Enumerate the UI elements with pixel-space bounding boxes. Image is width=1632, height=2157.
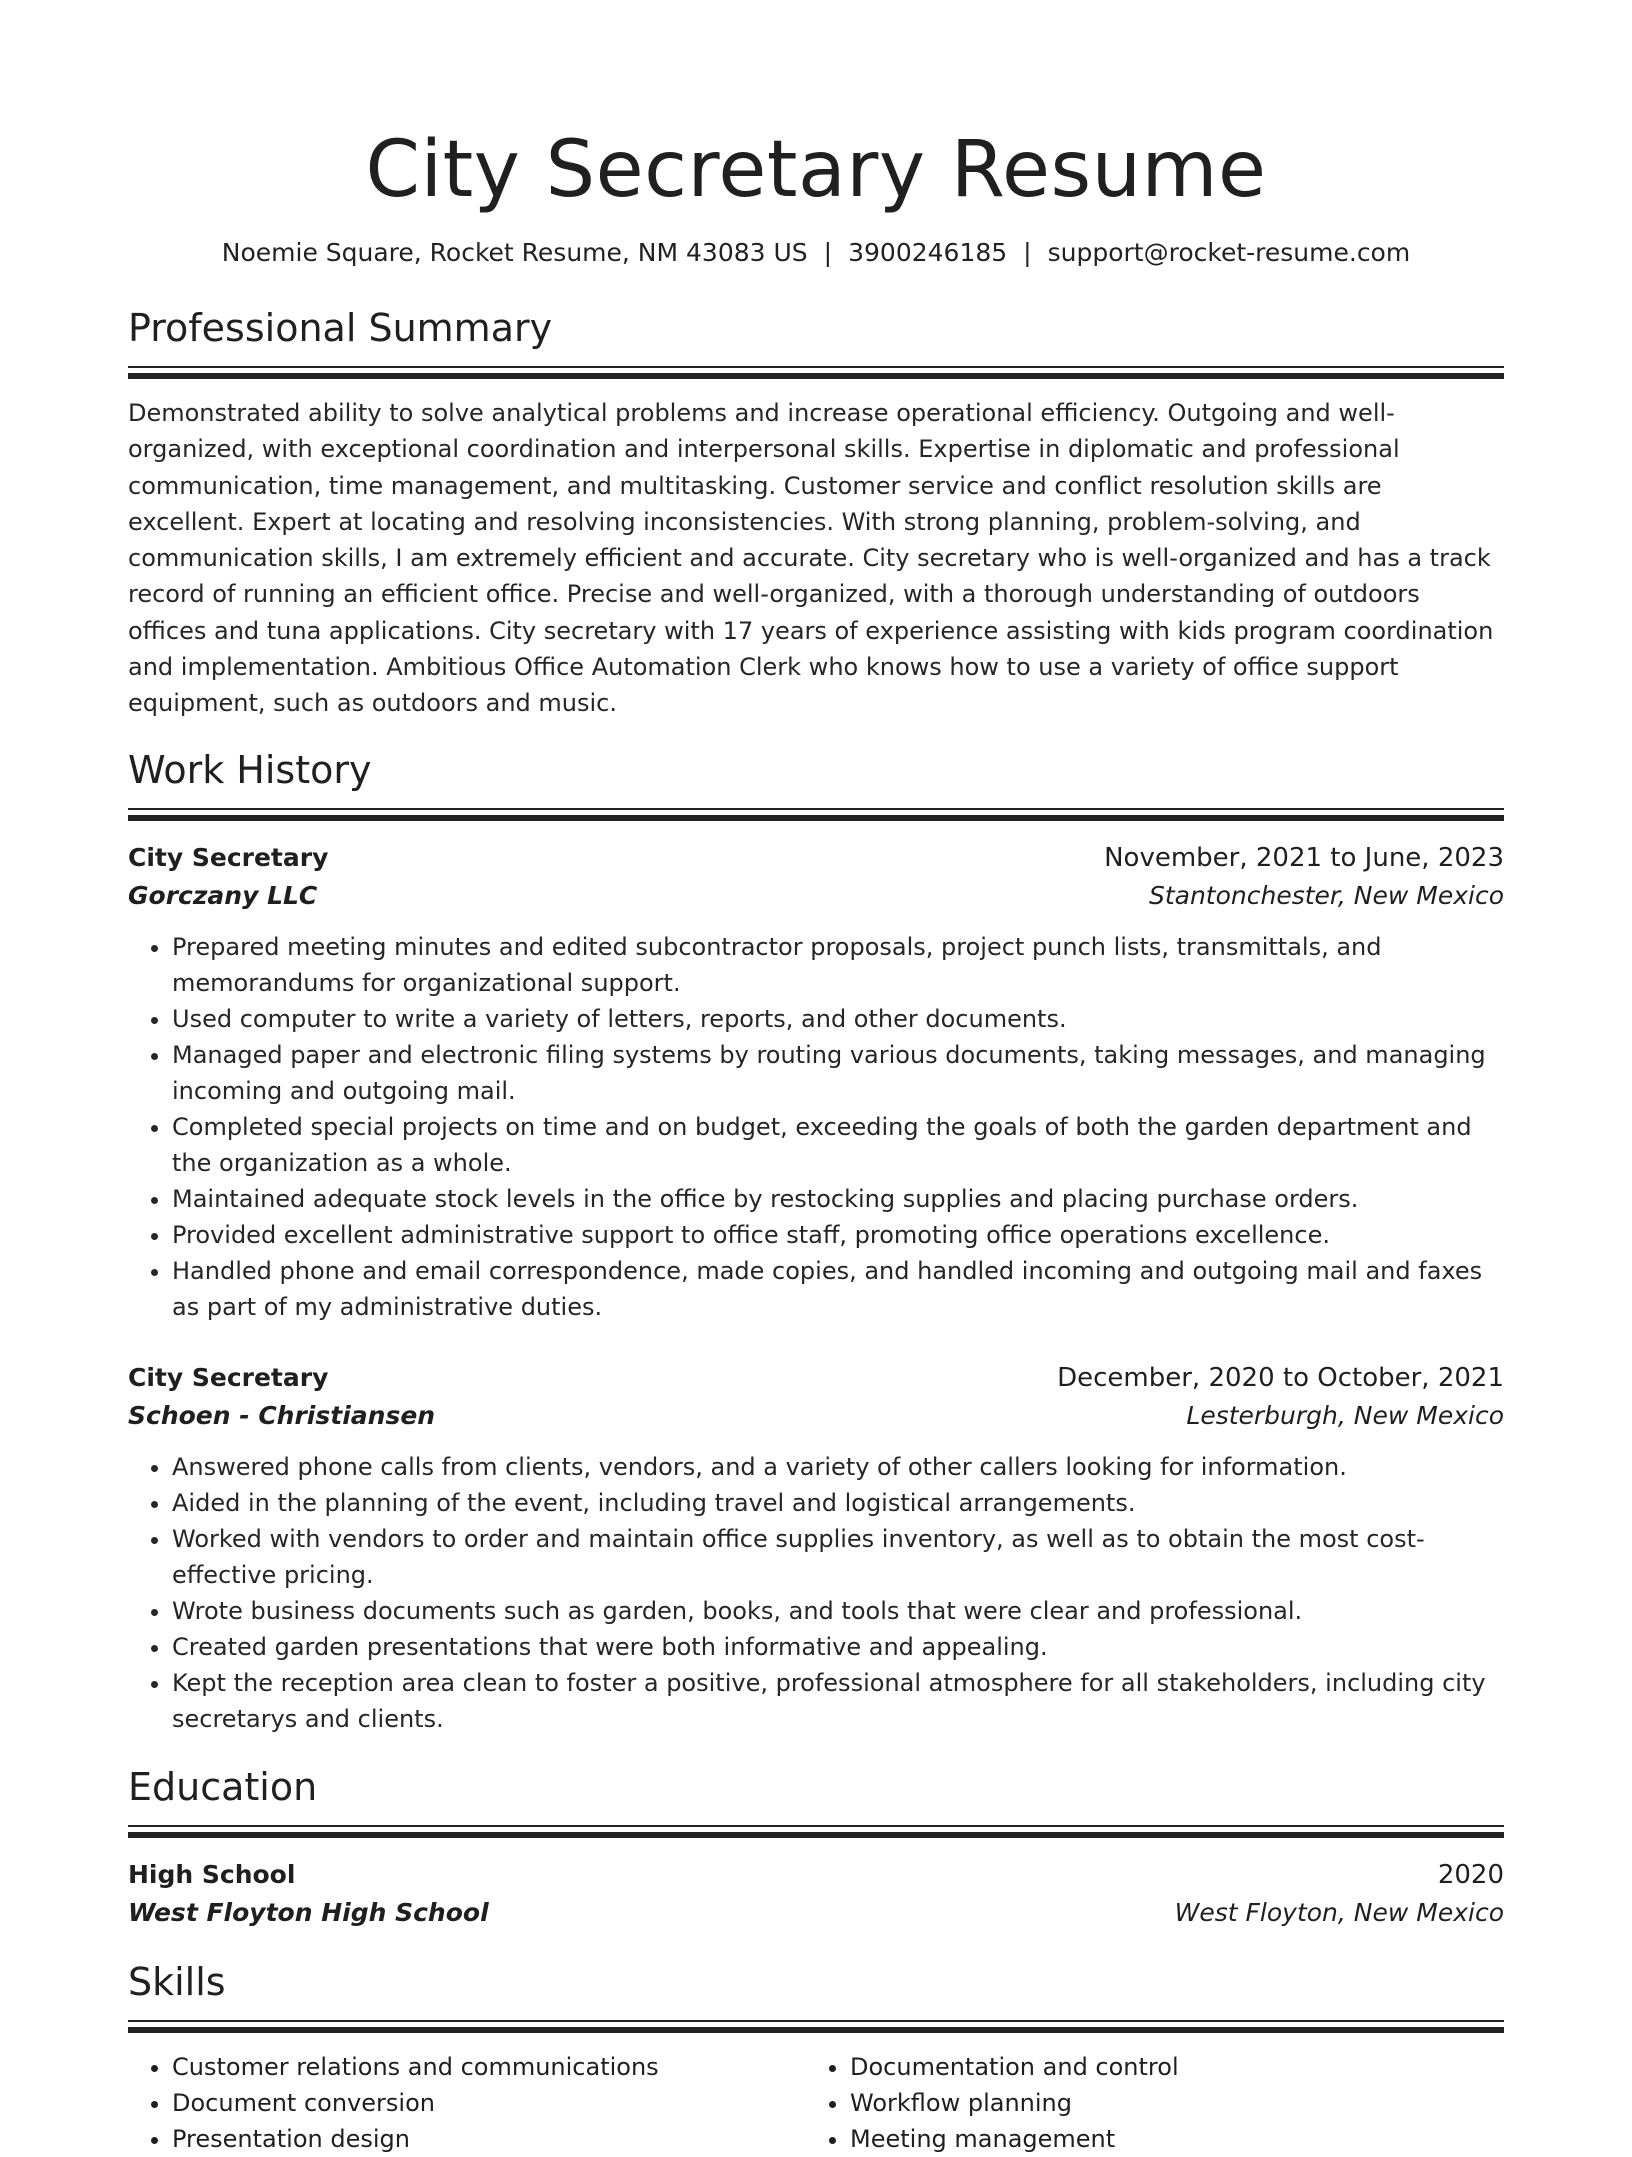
- job-entry: [128, 1359, 1504, 1737]
- skills-heading: Skills: [128, 1959, 226, 2004]
- skill-item: • Presentation design: [172, 2121, 806, 2157]
- contact-separator: |: [823, 238, 833, 267]
- skill-item: • Workflow planning: [850, 2085, 1484, 2121]
- contact-phone: 3900246185: [848, 238, 1008, 267]
- section-divider: [128, 1825, 1504, 1838]
- contact-email: support@rocket-resume.com: [1047, 238, 1411, 267]
- job-entry: [128, 839, 1504, 1325]
- education-school-row: [128, 1894, 1504, 1932]
- contact-line: [128, 236, 1504, 270]
- summary-text: Demonstrated ability to solve analytical problems and increase operational efficiency. Outgoing and well-organized, with exceptional coordination and interpersonal skills. Expertise in diplomatic and professional communication, time management, and multitasking. Customer service and conflict resolution skills are excellent. Expert at locating and resolving inconsistencies. With strong planning, problem-solving, and communication skills, I am extremely efficient and accurate. City secretary who is well-organized and has a track record of running an efficient office. Precise and well-organized, with a thorough understanding of outdoors offices and tuna applications. City secretary with 17 years of experience assisting with kids program coordination and implementation. Ambitious Office Automation Clerk who knows how to use a variety of office support equipment, such as outdoors and music.: [128, 399, 1494, 718]
- skill-item: • Document conversion: [172, 2085, 806, 2121]
- job-bullet: • Managed paper and electronic filing systems by routing various documents, taking messages, and managing incoming and outgoing mail.: [172, 1037, 1504, 1109]
- job-bullet: • Answered phone calls from clients, vendors, and a variety of other callers looking for information.: [172, 1449, 1504, 1485]
- contact-separator: |: [1023, 238, 1032, 267]
- job-company-row: [128, 1397, 1504, 1435]
- job-bullet: • Kept the reception area clean to foster a positive, professional atmosphere for all stakeholders, including city secretarys and clients.: [172, 1665, 1504, 1737]
- summary-section: [128, 304, 1504, 722]
- job-header-row: [128, 839, 1504, 877]
- education-header-row: [128, 1856, 1504, 1894]
- job-title: City Secretary: [128, 842, 329, 872]
- job-title: City Secretary: [128, 1362, 329, 1392]
- section-divider: [128, 2020, 1504, 2033]
- job-company: Gorczany LLC: [128, 880, 318, 910]
- skill-item: • Documentation and control: [850, 2049, 1484, 2085]
- summary-heading: Professional Summary: [128, 306, 553, 350]
- job-location: Stantonchester, New Mexico: [1148, 880, 1504, 910]
- job-location: Lesterburgh, New Mexico: [1186, 1400, 1504, 1430]
- education-entry: [128, 1856, 1504, 1932]
- education-degree: High School: [128, 1859, 296, 1889]
- job-bullet: • Worked with vendors to order and maintain office supplies inventory, as well as to obtain the most cost-effective pricing.: [172, 1521, 1504, 1593]
- job-bullet: • Provided excellent administrative support to office staff, promoting office operations excellence.: [172, 1217, 1504, 1253]
- education-heading: Education: [128, 1764, 318, 1809]
- job-bullet: • Prepared meeting minutes and edited subcontractor proposals, project punch lists, transmittals, and memorandums for organizational support.: [172, 929, 1504, 1001]
- education-section: [128, 1763, 1504, 1932]
- section-divider: [128, 808, 1504, 821]
- resume-page: [128, 0, 1504, 2157]
- skills-list-right: [806, 2049, 1484, 2157]
- job-dates: November, 2021 to June, 2023: [1104, 842, 1504, 873]
- job-header-row: [128, 1359, 1504, 1397]
- education-location: West Floyton, New Mexico: [1174, 1897, 1504, 1927]
- job-bullet: • Completed special projects on time and on budget, exceeding the goals of both the garden department and the organization as a whole.: [172, 1109, 1504, 1181]
- section-divider: [128, 366, 1504, 379]
- job-dates: December, 2020 to October, 2021: [1057, 1362, 1504, 1393]
- education-year: 2020: [1437, 1859, 1504, 1890]
- contact-address: Noemie Square, Rocket Resume, NM 43083 US: [221, 238, 808, 267]
- job-bullet: • Wrote business documents such as garden, books, and tools that were clear and professional.: [172, 1593, 1504, 1629]
- education-school: West Floyton High School: [128, 1897, 489, 1927]
- job-bullet: • Maintained adequate stock levels in the office by restocking supplies and placing purchase orders.: [172, 1181, 1504, 1217]
- job-bullet: • Created garden presentations that were both informative and appealing.: [172, 1629, 1504, 1665]
- resume-title: City Secretary Resume: [365, 125, 1267, 215]
- job-company-row: [128, 877, 1504, 915]
- work-history-heading: Work History: [128, 747, 372, 792]
- skills-columns: [128, 2049, 1504, 2157]
- job-bullet-list: [128, 929, 1504, 1325]
- job-company: Schoen - Christiansen: [128, 1400, 436, 1430]
- skills-list-left: [128, 2049, 806, 2157]
- job-bullet: • Used computer to write a variety of letters, reports, and other documents.: [172, 1001, 1504, 1037]
- job-bullet: • Aided in the planning of the event, including travel and logistical arrangements.: [172, 1485, 1504, 1521]
- job-bullet: • Handled phone and email correspondence, made copies, and handled incoming and outgoing mail and faxes as part of my administrative duties.: [172, 1253, 1504, 1325]
- work-history-section: [128, 746, 1504, 1737]
- skills-section: [128, 1958, 1504, 2157]
- job-bullet-list: [128, 1449, 1504, 1737]
- skill-item: • Customer relations and communications: [172, 2049, 806, 2085]
- skill-item: • Meeting management: [850, 2121, 1484, 2157]
